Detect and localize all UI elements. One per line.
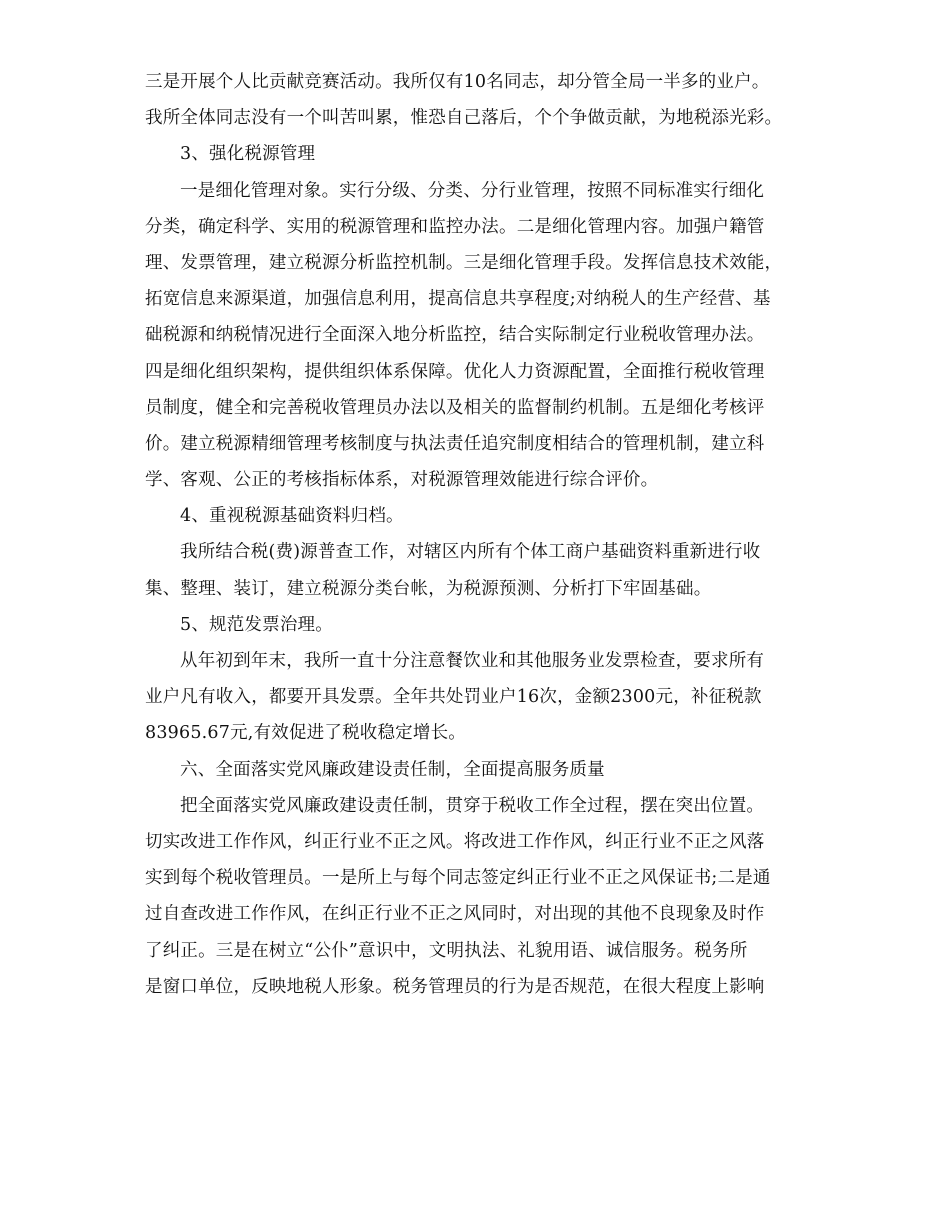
text-line: 过自查改进工作作风，在纠正行业不正之风同时，对出现的其他不良现象及时作 — [145, 904, 765, 925]
text-line: 切实改进工作作风，纠正行业不正之风。将改进工作作风，纠正行业不正之风落 — [145, 831, 765, 852]
text-line: 把全面落实党风廉政建设责任制，贯穿于税收工作全过程，摆在突出位置。 — [180, 795, 765, 816]
section-heading: 5、规范发票治理。 — [180, 614, 333, 635]
text-line: 83965.67元,有效促进了税收稳定增长。 — [145, 723, 466, 744]
text-line: 价。建立税源精细管理考核制度与执法责任追究制度相结合的管理机制，建立科 — [145, 433, 765, 454]
text-line: 一是细化管理对象。实行分级、分类、分行业管理，按照不同标准实行细化 — [180, 180, 765, 201]
text-line: 我所结合税(费)源普查工作，对辖区内所有个体工商户基础资料重新进行收 — [180, 542, 761, 563]
text-line: 集、整理、装订，建立税源分类台帐，为税源预测、分析打下牢固基础。 — [145, 578, 712, 599]
text-line: 员制度，健全和完善税收管理员办法以及相关的监督制约机制。五是细化考核评 — [145, 397, 765, 418]
text-line: 分类，确定科学、实用的税源管理和监控办法。二是细化管理内容。加强户籍管 — [145, 216, 765, 237]
text-line: 三是开展个人比贡献竞赛活动。我所仅有10名同志，却分管全局一半多的业户。 — [145, 72, 770, 92]
text-line: 学、客观、公正的考核指标体系，对税源管理效能进行综合评价。 — [145, 470, 659, 491]
section-heading: 3、强化税源管理 — [180, 144, 316, 165]
text-line: 四是细化组织架构，提供组织体系保障。优化人力资源配置，全面推行税收管理 — [145, 361, 765, 382]
text-line: 理、发票管理，建立税源分析监控机制。三是细化管理手段。发挥信息技术效能， — [145, 252, 783, 273]
document-page — [145, 64, 810, 1005]
section-heading: 4、重视税源基础资料归档。 — [180, 506, 404, 527]
text-line: 了纠正。三是在树立“公仆”意识中，文明执法、礼貌用语、诚信服务。税务所 — [145, 940, 748, 961]
text-line: 础税源和纳税情况进行全面深入地分析监控，结合实际制定行业税收管理办法。 — [145, 325, 765, 346]
text-line: 拓宽信息来源渠道，加强信息利用，提高信息共享程度;对纳税人的生产经营、基 — [145, 289, 771, 310]
text-line: 实到每个税收管理员。一是所上与每个同志签定纠正行业不正之风保证书;二是通 — [145, 868, 771, 889]
text-line: 从年初到年末，我所一直十分注意餐饮业和其他服务业发票检查，要求所有 — [180, 651, 765, 671]
text-line: 业户凡有收入，都要开具发票。全年共处罚业户16次，金额2300元，补征税款 — [145, 687, 762, 708]
section-heading: 六、全面落实党风廉政建设责任制，全面提高服务质量 — [180, 759, 605, 780]
text-line: 是窗口单位，反映地税人形象。税务管理员的行为是否规范，在很大程度上影响 — [145, 976, 765, 997]
text-line: 我所全体同志没有一个叫苦叫累，惟恐自己落后，个个争做贡献，为地税添光彩。 — [145, 108, 783, 129]
